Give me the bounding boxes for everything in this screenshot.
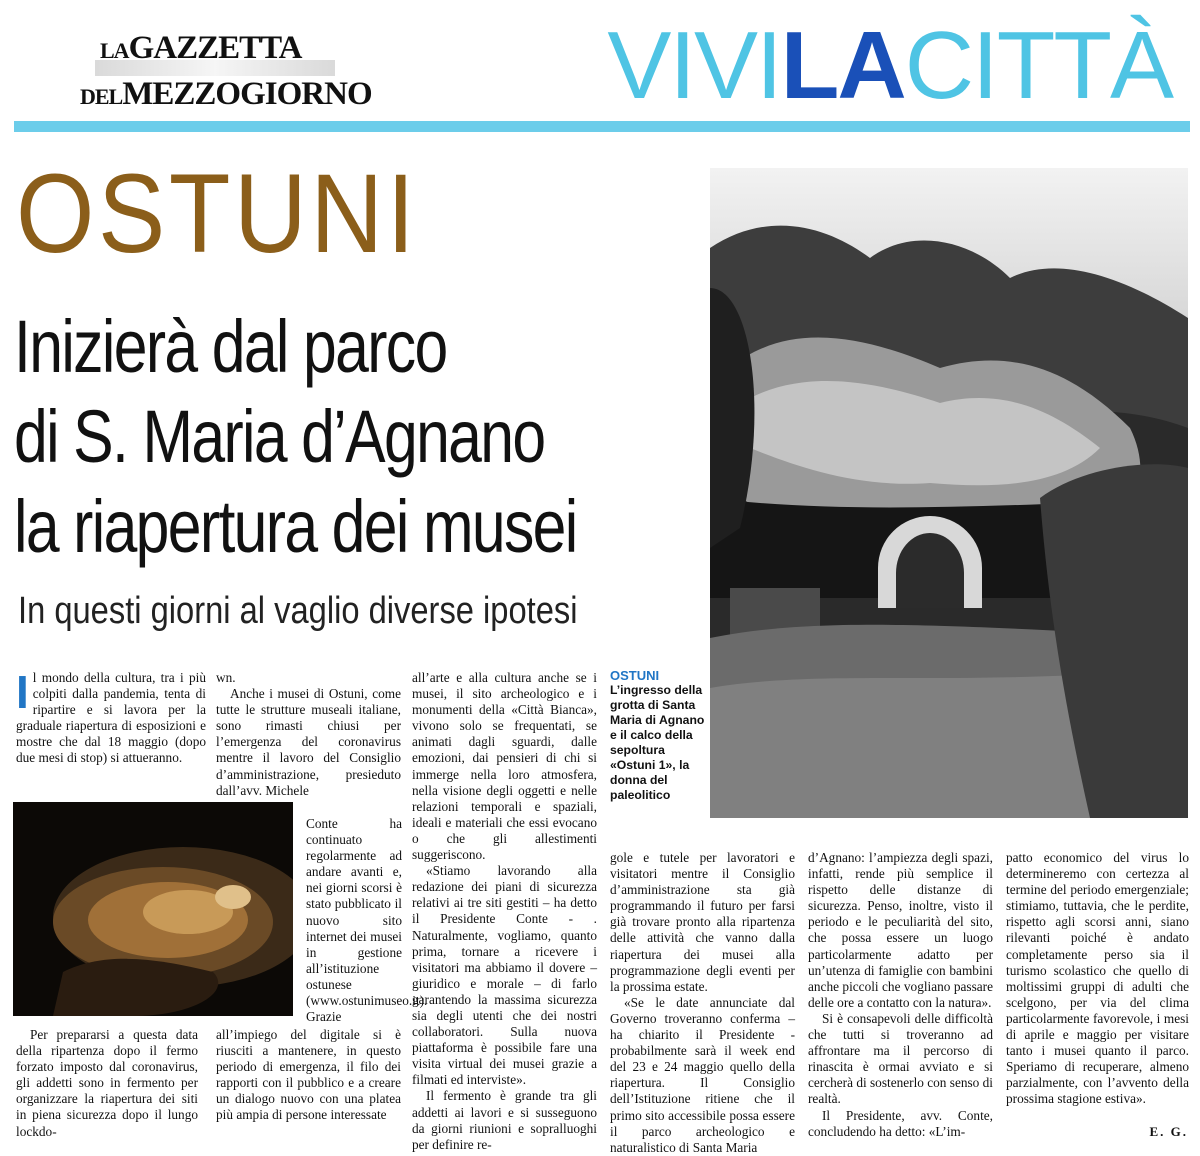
paragraph: Conte ha continuato regolarmente ad andare avanti e, nei giorni scorsi è stato pubblicato il nuovo sito internet dei musei in gestione all’istituzione ostunese (www.ostunimuseo.it). Grazie — [306, 816, 428, 1025]
paragraph: all’arte e alla cultura anche se i musei, il sito archeologico e i monumenti della «Città Bianca», vivono solo se frequentati, se animati dagli sguardi, dalle emozioni, dai pensieri di chi si immerge nella loro atmosfera, nella visione degli oggetti e nelle relazioni temporali e spaziali, ideali e materiali che essi evocano o che gli allestimenti suggeriscono. — [412, 670, 597, 863]
article-column-5 — [808, 850, 993, 1140]
caption-text: L’ingresso della grotta di Santa Maria di Agnano e il calco della sepoltura «Ostuni 1», la donna del paleolitico — [610, 683, 705, 802]
newspaper-logo-line1: LAGAZZETTA — [100, 30, 302, 66]
burial-photo-illustration — [13, 802, 293, 1016]
drop-cap: I — [16, 666, 29, 718]
article-column-2-top — [216, 670, 401, 799]
masthead-rule — [14, 121, 1190, 132]
paragraph: «Se le date annunciate dal Governo troveranno conferma – ha chiarito il Presidente - probabilmente sarà il week end del 23 e 24 maggio quello della riapertura. Il Consiglio dell’Istituzione ritiene che il primo sito accessibile possa essere il parco archeologico e naturalistico di Santa Maria — [610, 994, 795, 1155]
paragraph: wn. — [216, 670, 236, 685]
cave-entrance-photo — [710, 168, 1188, 818]
paragraph: Il fermento è grande tra gli addetti ai lavori e si susseguono da giorni riunioni e sopralluoghi per definire re- — [412, 1088, 597, 1152]
article-column-4 — [610, 850, 795, 1156]
headline-line: la riapertura dei musei — [14, 485, 577, 568]
author-signature: E. G. — [1149, 1124, 1188, 1139]
paragraph: gole e tutele per lavoratori e visitatori mentre il Consiglio d’amministrazione sta già programmando il futuro per farsi già trovare pronto alla ripartenza delle attività che vanno dalla riapertura dei musei alla programmazione degli eventi per la prossima estate. — [610, 850, 795, 994]
paragraph: «Stiamo lavorando alla redazione dei piani di sicurezza relativi ai tre siti gestiti – ha detto il Presidente Conte - . Naturalmente, vogliamo, quanto prima, tornare a ricevere i visitatori ma abbiamo il dovere – giuridico e morale – di farlo garantendo la massima sicurezza sia degli utenti che dei nostri collaboratori. Sulla nuova piattaforma è possibile fare una visita virtual dei musei grazie a filmati ed interviste». — [412, 863, 597, 1088]
article-column-3 — [412, 670, 597, 1153]
section-title: VIVILACITTÀ — [607, 12, 1172, 119]
headline-line: di S. Maria d’Agnano — [14, 395, 545, 478]
article-column-6 — [1006, 850, 1189, 1108]
article-column-1-bottom — [16, 1027, 198, 1140]
paragraph: all’impiego del digitale si è riusciti a mantenere, in questo periodo di emergenza, il filo dei rapporti con il pubblico e a creare un dialogo nuovo con una platea più ampia di persone interessate — [216, 1027, 401, 1123]
caption-kicker: OSTUNI — [610, 668, 660, 683]
headline-line: Inizierà dal parco — [14, 305, 447, 388]
paragraph: Si è consapevoli delle difficoltà che tutti si troveranno ad affrontare ma il percorso di rinascita è ormai avviato e si cercherà di sostenerlo con senso di realtà. — [808, 1010, 993, 1107]
paragraph: patto economico del virus lo determineremo con certezza al termine del periodo emergenziale; stimiamo, tuttavia, che le perdite, rispetto agli scorsi anni, siano rilevanti poiché è andato completamente perso sia il turismo scolastico che quello di moltissimi gruppi di adulti che scelgono, per via del clima particolarmente favorevole, i mesi di aprile e maggio per visitare tanto i musei quanto il parco. Speriamo di recuperare, almeno parzialmente, con l’avvento della prossima stagione estiva». — [1006, 850, 1189, 1107]
paragraph: Per prepararsi a questa data della ripartenza dopo il fermo forzato imposto dal coronavirus, gli addetti sono in fermento per organizzare la riapertura dei siti in piena sicurezza dopo il lungo lockdo- — [16, 1027, 198, 1139]
article-subheading: In questi giorni al vaglio diverse ipotesi — [18, 590, 578, 632]
place-heading: OSTUNI — [16, 151, 419, 276]
newspaper-logo-line2: DELMEZZOGIORNO — [80, 76, 372, 112]
article-headline — [14, 302, 577, 572]
article-column-2-narrow — [306, 816, 428, 1025]
paragraph: d’Agnano: l’ampiezza degli spazi, infatti, rende più semplice il rispetto delle distanze di sicurezza. Penso, inoltre, visto il periodo e le peculiarità del sito, che possa essere un luogo particolarmente adatto per un’utenza di famiglie con bambini anche piccoli che vogliano passare delle ore a contatto con la natura». — [808, 850, 993, 1010]
burial-cast-photo — [13, 802, 293, 1016]
photo-caption — [610, 668, 706, 803]
article-column-2-bottom — [216, 1027, 401, 1124]
paragraph: Anche i musei di Ostuni, come tutte le strutture museali italiane, sono rimasti chiusi per l’emergenza del coronavirus mentre il lavoro del Consiglio d’amministrazione, presieduto dall’avv. Michele — [216, 686, 401, 798]
article-column-1-top — [16, 666, 206, 767]
paragraph: l mondo della cultura, tra i più colpiti dalla pandemia, tenta di ripartire e si lavora per la graduale riapertura di esposizioni e mostre che dal 18 maggio (dopo due mesi di stop) si attueranno. — [16, 670, 206, 766]
cave-photo-illustration — [710, 168, 1188, 818]
paragraph: Il Presidente, avv. Conte, concludendo ha detto: «L’im- — [808, 1107, 993, 1139]
